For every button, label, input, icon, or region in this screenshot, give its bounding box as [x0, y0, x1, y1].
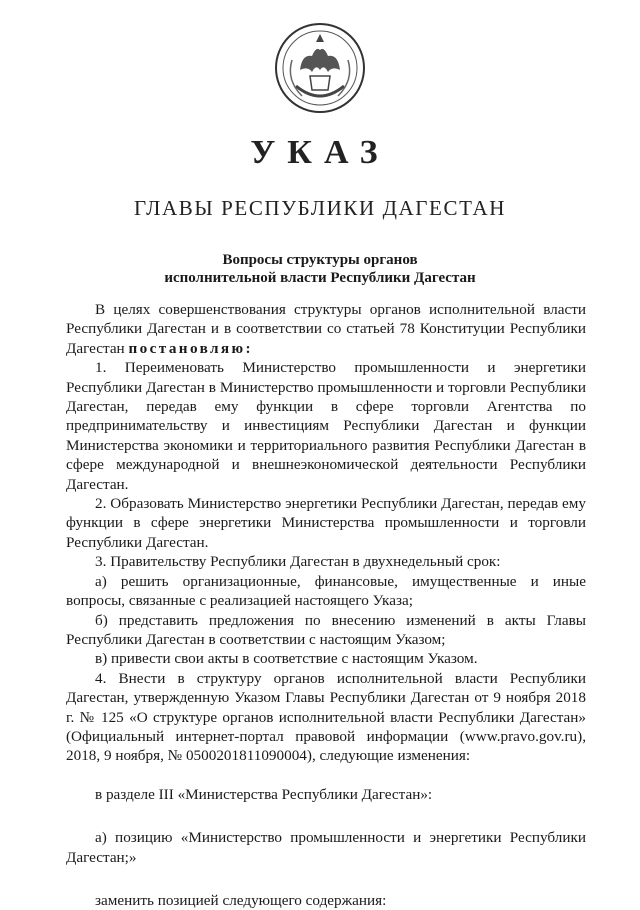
document-body — [66, 300, 586, 910]
paragraph-3b: б) представить предложения по внесению изменений в акты Главы Республики Дагестан в соответствии с настоящим Указом; — [66, 611, 586, 648]
preamble-paragraph — [66, 300, 586, 358]
replace-instruction: заменить позицией следующего содержания: — [95, 891, 387, 909]
paragraph-3a: а) решить организационные, финансовые, имущественные и иные вопросы, связанные с реализацией настоящего Указа; — [66, 572, 586, 610]
document-title: УКАЗ — [250, 134, 390, 171]
document-heading — [0, 251, 640, 287]
preamble-text: В целях совершенствования структуры органов исполнительной власти Республики Дагестан и в соответствии со статьей 78 Конституции Республики Дагестан — [66, 301, 586, 357]
heading-line-1: Вопросы структуры органов — [222, 252, 418, 268]
coat-of-arms-emblem — [272, 20, 368, 116]
paragraph-1: 1. Переименовать Министерство промышленности и энергетики Республики Дагестан в Министерство промышленности и торговли Республики Дагестан, передав ему функции в сфере торговли Агентства по предпринимательству и инвестициям Республики Дагестан и функции Министерства экономики и территориального развития Республики Дагестан в сфере международной и внешнеэкономической деятельности Республики Дагестан. — [66, 359, 586, 493]
paragraph-3c: в) привести свои акты в соответствие с настоящим Указом. — [95, 650, 478, 668]
item-a: а) позицию «Министерство промышленности и энергетики Республики Дагестан;» — [66, 829, 586, 866]
heading-line-2: исполнительной власти Республики Дагестан — [164, 270, 476, 286]
paragraph-4: 4. Внести в структуру органов исполнительной власти Республики Дагестан, утвержденную Указом Главы Республики Дагестан от 9 ноября 2018 г. № 125 «О структуре органов исполнительной власти Республики Дагестан» (Официальный интернет-портал правовой информации (www.pravo.gov.ru), 2018, 9 ноября, № 0500201811090004), следующие изменения: — [66, 669, 586, 765]
section-reference: в разделе III «Министерства Республики Дагестан»: — [95, 785, 433, 803]
document-subtitle: ГЛАВЫ РЕСПУБЛИКИ ДАГЕСТАН — [133, 196, 507, 220]
paragraph-3: 3. Правительству Республики Дагестан в двухнедельный срок: — [95, 553, 501, 571]
paragraph-2: 2. Образовать Министерство энергетики Республики Дагестан, передав ему функции в сфере энергетики Министерства промышленности и торговли Республики Дагестан. — [66, 495, 586, 551]
decree-word: постановляю: — [128, 339, 253, 357]
